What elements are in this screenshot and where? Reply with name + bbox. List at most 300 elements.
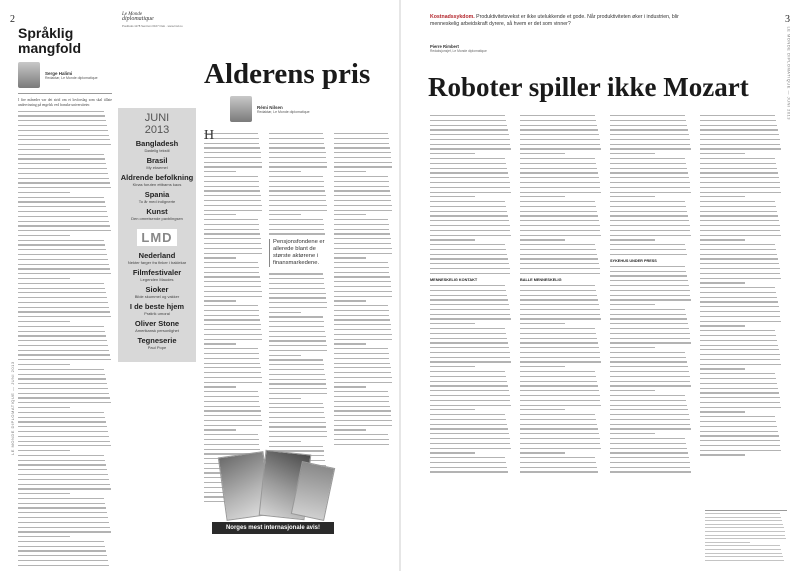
text-line [334, 138, 389, 139]
index-item-heading: Brasil [146, 156, 168, 165]
index-item[interactable] [118, 320, 196, 333]
text-line [430, 125, 507, 126]
text-line [334, 248, 392, 249]
text-line [610, 452, 688, 453]
text-line [269, 359, 323, 360]
text-line [430, 230, 510, 231]
text-line [18, 264, 109, 265]
text-line [610, 163, 686, 164]
text-line [700, 158, 775, 159]
text-line [610, 177, 689, 178]
text-line [520, 153, 565, 154]
text-line [204, 272, 259, 273]
article-deck [430, 14, 686, 27]
text-line [610, 125, 687, 126]
index-item[interactable] [118, 191, 196, 204]
text-line [610, 196, 655, 197]
text-line [700, 148, 781, 149]
text-line [334, 238, 391, 239]
index-item-heading: Oliver Stone [134, 319, 180, 328]
text-line [610, 366, 688, 367]
text-line [18, 498, 104, 499]
text-line [700, 196, 745, 197]
text-line [269, 288, 325, 289]
text-line [204, 406, 260, 407]
text-line [18, 550, 106, 551]
index-item-heading: Kunst [146, 207, 168, 216]
text-line [18, 541, 104, 542]
text-line [204, 281, 261, 282]
text-line [18, 378, 106, 379]
index-item-heading: Spania [144, 190, 170, 199]
text-line [204, 339, 262, 340]
text-line [334, 439, 389, 440]
text-line [700, 139, 780, 140]
text-line [269, 417, 325, 418]
text-line [430, 462, 506, 463]
text-line [430, 158, 505, 159]
article-body-text [520, 115, 602, 274]
index-item-subtitle: Dødelig tekstil [144, 148, 170, 153]
text-line [334, 281, 391, 282]
index-item-subtitle: Den omreisende pavblingsen [131, 216, 183, 221]
text-line [700, 201, 775, 202]
index-item[interactable] [118, 157, 196, 170]
text-line [430, 438, 510, 439]
text-line [334, 214, 366, 215]
text-line [18, 187, 111, 188]
text-line [520, 338, 597, 339]
text-line [520, 201, 595, 202]
text-line [700, 120, 776, 121]
text-line [700, 392, 779, 393]
text-line [204, 434, 258, 435]
text-line [700, 211, 777, 212]
text-line [269, 374, 325, 375]
text-line [700, 325, 745, 326]
text-line [204, 243, 261, 244]
text-line [520, 249, 596, 250]
index-item-subtitle: Pratirik umoral [144, 311, 170, 316]
text-line [610, 328, 689, 329]
text-line [18, 240, 104, 241]
text-line [520, 376, 596, 377]
text-line [334, 358, 389, 359]
article-columns [430, 112, 784, 476]
text-line [334, 415, 391, 416]
text-line [18, 321, 70, 322]
text-line [204, 162, 262, 163]
index-item[interactable] [118, 286, 196, 299]
text-line [610, 347, 655, 348]
text-line [700, 431, 778, 432]
text-line [334, 363, 390, 364]
text-line [700, 450, 781, 451]
article-title: Språklig mangfold [18, 25, 81, 56]
text-line [700, 254, 777, 255]
text-line [520, 168, 597, 169]
text-line [269, 147, 325, 148]
text-line [334, 367, 391, 368]
text-line [430, 285, 505, 286]
text-line [334, 229, 389, 230]
text-line [18, 173, 108, 174]
text-line [610, 462, 690, 463]
text-line [334, 157, 391, 158]
page-number-left: 2 [10, 14, 15, 25]
text-line [334, 257, 366, 258]
text-line [18, 201, 105, 202]
text-line [610, 295, 690, 296]
text-line [610, 448, 687, 449]
text-line [204, 291, 262, 292]
text-line [269, 166, 327, 167]
text-line [700, 129, 778, 130]
article-column [430, 112, 512, 476]
text-line [18, 412, 104, 413]
text-line [705, 538, 786, 539]
text-line [18, 192, 70, 193]
text-line [334, 224, 389, 225]
text-line [18, 527, 110, 528]
text-line [204, 348, 258, 349]
byline [430, 44, 487, 53]
text-line [520, 192, 601, 193]
text-line [269, 176, 323, 177]
text-line [430, 467, 507, 468]
text-line [269, 297, 326, 298]
text-line [204, 334, 262, 335]
text-line [705, 535, 785, 536]
text-line [430, 333, 506, 334]
text-line [520, 125, 597, 126]
text-line [610, 271, 686, 272]
text-line [430, 433, 509, 434]
text-line [269, 278, 324, 279]
text-line [610, 172, 688, 173]
text-line [334, 296, 392, 297]
text-line [18, 479, 109, 480]
text-line [269, 138, 324, 139]
text-line [334, 300, 366, 301]
masthead-details: Postboks 1178 Sentrum 0107 Oslo · www.lmd.no [122, 24, 183, 28]
text-line [700, 330, 775, 331]
index-item-heading: Filmfestivaler [132, 268, 182, 277]
text-line [269, 436, 327, 437]
text-line [18, 455, 104, 456]
text-line [18, 484, 110, 485]
text-line [334, 348, 388, 349]
text-line [334, 420, 392, 421]
text-line [520, 163, 596, 164]
text-line [700, 263, 779, 264]
text-line [520, 196, 565, 197]
text-line [204, 420, 262, 421]
text-line [700, 235, 781, 236]
text-line [18, 273, 111, 274]
text-line [18, 225, 110, 226]
text-line [430, 187, 510, 188]
text-line [334, 219, 388, 220]
index-item[interactable] [118, 208, 196, 221]
text-line [204, 329, 261, 330]
text-line [204, 439, 259, 440]
text-line [269, 364, 324, 365]
text-line [18, 125, 107, 126]
index-item[interactable] [118, 337, 196, 350]
text-line [610, 405, 687, 406]
text-line [18, 268, 110, 269]
text-line [204, 224, 259, 225]
text-line [705, 549, 781, 550]
text-line [705, 531, 785, 532]
text-line [334, 406, 390, 407]
text-line [18, 130, 108, 131]
text-line [18, 154, 104, 155]
text-line [18, 460, 105, 461]
text-line [700, 125, 777, 126]
text-line [610, 314, 686, 315]
text-line [18, 230, 111, 231]
text-line [520, 148, 601, 149]
text-line [269, 316, 323, 317]
text-line [700, 287, 775, 288]
text-line [18, 450, 70, 451]
text-line [269, 412, 324, 413]
text-line [18, 206, 106, 207]
text-line [269, 205, 327, 206]
text-line [18, 244, 105, 245]
text-line [520, 304, 599, 305]
text-line [610, 266, 685, 267]
text-line [700, 282, 745, 283]
text-line [520, 295, 597, 296]
text-line [700, 311, 780, 312]
text-line [520, 333, 596, 334]
text-line [18, 115, 105, 116]
text-line [705, 545, 780, 546]
text-line [430, 385, 508, 386]
text-line [204, 449, 260, 450]
text-line [520, 347, 599, 348]
text-line [269, 133, 323, 134]
article-body-text [430, 285, 512, 473]
text-line [18, 111, 104, 112]
text-line [430, 448, 511, 449]
text-line [520, 323, 565, 324]
text-line [430, 361, 511, 362]
article-body-text [269, 133, 328, 235]
text-line [520, 405, 601, 406]
text-line [700, 301, 778, 302]
text-line [610, 285, 689, 286]
text-line [430, 134, 509, 135]
subscription-ad[interactable] [212, 452, 334, 556]
text-line [610, 230, 690, 231]
text-line [18, 307, 109, 308]
text-line [334, 262, 388, 263]
text-line [269, 340, 326, 341]
text-line [334, 386, 366, 387]
text-line [334, 190, 390, 191]
text-line [18, 431, 108, 432]
masthead-line1: Le Monde [122, 12, 143, 17]
text-line [430, 139, 510, 140]
text-line [334, 324, 391, 325]
text-line [334, 176, 388, 177]
text-line [610, 120, 686, 121]
text-line [334, 210, 392, 211]
text-line [520, 390, 599, 391]
article-body-text [610, 115, 692, 255]
text-line [430, 163, 506, 164]
text-line [18, 441, 110, 442]
text-line [18, 445, 111, 446]
text-line [610, 129, 688, 130]
text-line [18, 316, 111, 317]
index-item[interactable] [118, 140, 196, 153]
text-line [700, 383, 777, 384]
text-line [269, 224, 324, 225]
text-line [18, 488, 111, 489]
index-item[interactable] [118, 269, 196, 282]
text-line [520, 409, 565, 410]
text-line [610, 211, 687, 212]
text-line [334, 166, 392, 167]
text-line [204, 248, 262, 249]
index-item[interactable] [118, 303, 196, 316]
text-line [334, 243, 391, 244]
text-line [705, 560, 784, 561]
text-line [430, 357, 510, 358]
text-line [610, 414, 689, 415]
text-line [430, 249, 506, 250]
text-line [204, 363, 260, 364]
text-line [610, 395, 685, 396]
text-line [520, 428, 598, 429]
text-line [334, 147, 390, 148]
text-line [269, 302, 327, 303]
text-line [705, 513, 780, 514]
text-line [700, 244, 775, 245]
article-body-text [700, 115, 782, 456]
text-line [610, 385, 691, 386]
text-line [269, 171, 301, 172]
text-line [520, 290, 596, 291]
text-line [334, 205, 392, 206]
index-list [118, 140, 196, 350]
text-line [269, 293, 326, 294]
text-line [18, 283, 104, 284]
text-line [520, 244, 595, 245]
issue-year: 2013 [144, 124, 170, 136]
text-line [269, 152, 326, 153]
text-line [18, 560, 108, 561]
index-item[interactable] [118, 174, 196, 187]
author-role: Redaktør, Le Monde diplomatique [257, 109, 310, 114]
text-line [700, 445, 780, 446]
text-line [334, 181, 389, 182]
text-line [700, 249, 776, 250]
text-line [700, 388, 778, 389]
text-line [430, 366, 475, 367]
text-line [520, 115, 595, 116]
text-line [610, 323, 688, 324]
text-line [520, 424, 597, 425]
author-name: Serge Halimi [45, 70, 73, 76]
text-line [18, 374, 105, 375]
text-line [520, 414, 595, 415]
text-line [705, 542, 750, 543]
text-line [520, 230, 600, 231]
text-line [610, 390, 655, 391]
text-line [430, 196, 475, 197]
text-line [18, 531, 111, 532]
text-line [700, 378, 776, 379]
text-line [520, 182, 600, 183]
text-line [610, 168, 687, 169]
text-line [269, 422, 326, 423]
subhead: BALLE MENNESKELIG [520, 277, 562, 282]
text-line [18, 474, 108, 475]
text-line [204, 219, 258, 220]
text-line [334, 276, 390, 277]
text-line [430, 443, 510, 444]
text-line [610, 290, 690, 291]
text-line [700, 345, 778, 346]
text-line [610, 225, 690, 226]
text-line [700, 268, 780, 269]
text-line [610, 428, 691, 429]
index-item[interactable] [118, 252, 196, 265]
text-line [610, 192, 691, 193]
text-line [204, 205, 262, 206]
text-line [18, 326, 104, 327]
text-line [18, 182, 110, 183]
text-line [705, 524, 783, 525]
text-line [520, 239, 565, 240]
text-line [705, 527, 784, 528]
text-line [430, 428, 508, 429]
text-line [430, 400, 510, 401]
text-line [18, 464, 106, 465]
text-line [430, 376, 506, 377]
text-line [520, 187, 600, 188]
text-line [610, 206, 686, 207]
text-line [334, 171, 366, 172]
text-line [430, 352, 510, 353]
text-line [18, 292, 106, 293]
text-line [430, 273, 510, 274]
author-name: Rémi Nilsen [257, 104, 283, 110]
text-line [430, 342, 508, 343]
text-line [520, 134, 599, 135]
text-line [610, 361, 687, 362]
text-line [269, 326, 324, 327]
text-line [610, 249, 686, 250]
text-line [18, 350, 109, 351]
text-line [269, 441, 301, 442]
subhead: SYKEHUS UNDER PRESS [610, 258, 657, 263]
text-line [520, 318, 601, 319]
text-line [700, 306, 779, 307]
text-line [204, 195, 261, 196]
text-line [610, 299, 691, 300]
text-line [18, 197, 104, 198]
text-line [610, 275, 687, 276]
text-line [520, 328, 595, 329]
text-line [430, 211, 507, 212]
